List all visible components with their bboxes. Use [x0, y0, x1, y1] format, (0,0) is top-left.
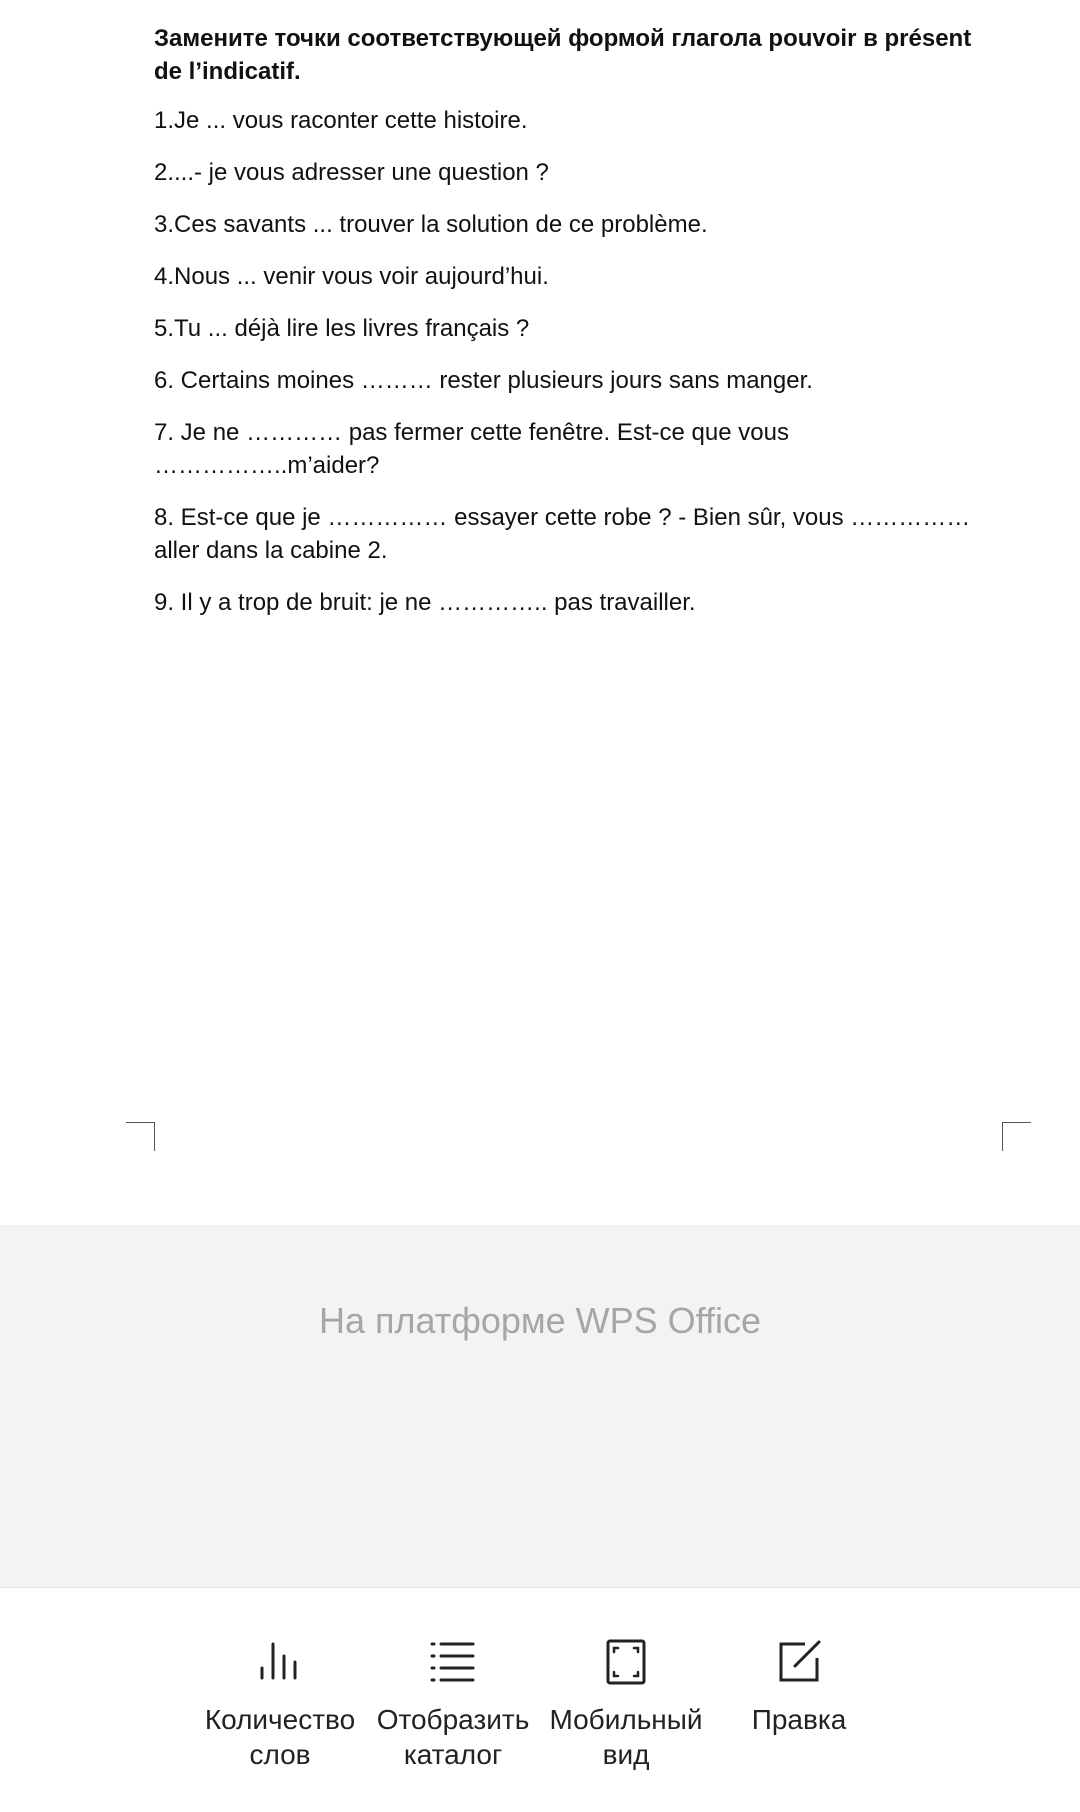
show-catalog-label: Отобразить каталог	[376, 1704, 530, 1770]
exercise-line-9: 9. Il y a trop de bruit: je ne ………….. pas travailler.	[154, 589, 696, 616]
exercise-line-3: 3.Ces savants ... trouver la solution de ce problème.	[154, 211, 708, 238]
show-catalog-button[interactable]	[367, 1638, 539, 1772]
mobile-view-button[interactable]	[540, 1638, 712, 1772]
platform-text: На платформе WPS Office	[318, 1300, 762, 1341]
exercise-line-2: 2....- je vous adresser une question ?	[154, 159, 549, 186]
exercise-line-5: 5.Tu ... déjà lire les livres français ?	[154, 315, 530, 342]
exercise-line-8: 8. Est-ce que je …………… essayer cette robe ? - Bien sûr, vous …………… aller dans la cabine 2.	[154, 504, 971, 564]
word-count-icon	[256, 1638, 304, 1686]
page-corner-mark-left	[126, 1122, 155, 1151]
platform-banner	[0, 1225, 1080, 1587]
exercise-title: Замените точки соответствующей формой глагола pouvoir в présent de l’indicatif.	[154, 25, 972, 85]
page-corner-mark-right	[1002, 1122, 1031, 1151]
mobile-view-label: Мобильный вид	[549, 1704, 703, 1770]
exercise-line-4: 4.Nous ... venir vous voir aujourd’hui.	[154, 263, 549, 290]
word-count-button[interactable]	[194, 1638, 366, 1772]
bottom-toolbar	[0, 1587, 1080, 1812]
exercise-line-7: 7. Je ne ………… pas fermer cette fenêtre. Est-ce que vous ……………..m’aider?	[154, 419, 789, 479]
document-content	[154, 22, 999, 638]
exercise-line-6: 6. Certains moines ……… rester plusieurs jours sans manger.	[154, 367, 813, 394]
edit-button[interactable]	[713, 1638, 885, 1737]
catalog-list-icon	[429, 1638, 477, 1686]
mobile-view-icon	[602, 1638, 650, 1686]
word-count-label: Количество слов	[204, 1704, 356, 1770]
edit-label: Правка	[751, 1704, 847, 1735]
exercise-line-1: 1.Je ... vous raconter cette histoire.	[154, 107, 528, 134]
edit-icon	[775, 1638, 823, 1686]
